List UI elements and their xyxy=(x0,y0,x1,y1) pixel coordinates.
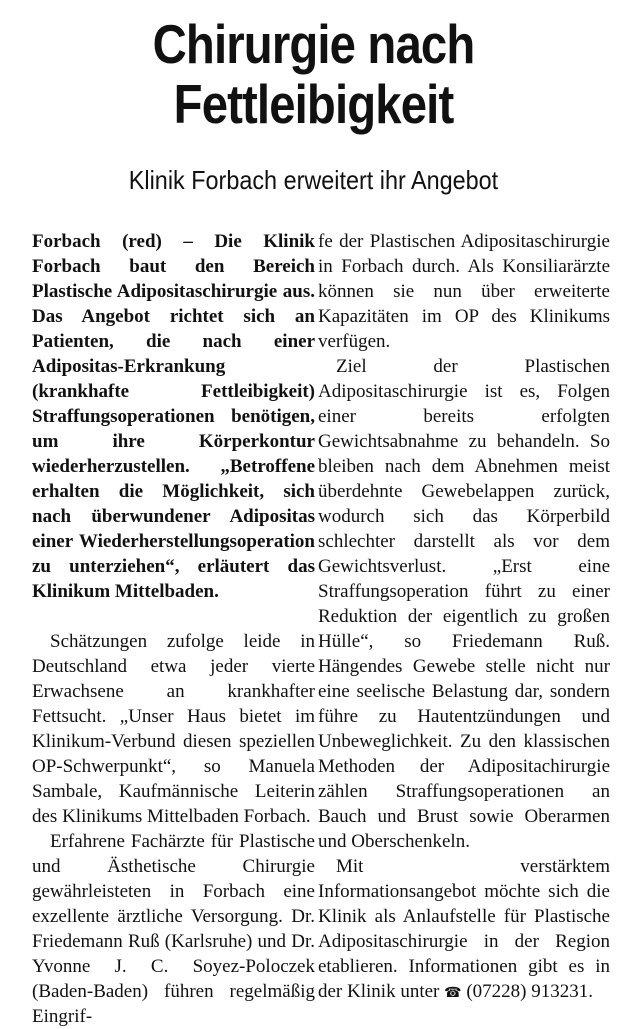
phone-number: (07228) 913231. xyxy=(466,981,593,1002)
phone-icon: ☎ xyxy=(444,986,462,1001)
paragraph-4-text: Mit verstärktem Informationsangebot möchte sich die Klinik als Anlaufstelle für Plastische Adipositaschirurgie in der Region etablieren. Informationen gibt es in der Klinik unter xyxy=(318,856,610,1002)
column-right xyxy=(318,229,610,1006)
paragraph-3: Ziel der Plastischen Adipositaschirurgie ist es, Folgen einer bereits erfolgten Gewichtsabnahme zu behandeln. So bleiben nach dem Abnehmen meist überdehnte Gewebelappen zurück, wodurch sich das Körperbild schlechter darstellt als vor dem Gewichtsverlust. „Erst eine Straffungsoperation führt zu einer Reduktion der eigentlich zu großen Hülle“, so Friedemann Ruß. Hängendes Gewebe stelle nicht nur eine seelische Belastung dar, sondern führe zu Hautentzündungen und Unbeweglichkeit. Zu den klassischen Methoden der Adipositachirurgie zählen Straffungsoperationen an Bauch und Brust sowie Oberarmen und Oberschenkeln. xyxy=(318,356,610,852)
paragraph-2-start: Erfahrene Fachärzte für Plastische und Ästhetische Chirurgie gewährleisteten in Forbach eine exzellente ärztliche Versorgung. Dr. Friedemann Ruß (Karlsruhe) und Dr. Yvonne J. C. Soyez-Poloczek (Baden-Baden) führen regelmäßig Eingrif- xyxy=(32,831,315,1027)
paragraph-2-end: fe der Plastischen Adipositaschirurgie in Forbach durch. Als Konsiliarärzte können sie nun über erweiterte Kapazitäten im OP des Klinikums verfügen. xyxy=(318,231,610,352)
headline-line-2: Fettleibigkeit xyxy=(173,73,454,135)
paragraph-4 xyxy=(318,854,610,1006)
column-left xyxy=(32,229,315,1029)
headline-line-1: Chirurgie nach xyxy=(152,13,475,75)
subheadline: Klinik Forbach erweitert ihr Angebot xyxy=(128,165,499,195)
headline xyxy=(44,14,583,134)
paragraph-1: Schätzungen zufolge leide in Deutschland etwa jeder vierte Erwachsene an krankhafter Fettsucht. „Unser Haus bietet im Klinikum-Verbund diesen speziellen OP-Schwerpunkt“, so Manuela Sambale, Kaufmännische Leiterin des Klinikums Mittelbaden Forbach. xyxy=(32,631,315,827)
lead-paragraph: Forbach (red) – Die Klinik Forbach baut den Bereich Plastische Adipositaschirurgie aus. Das Angebot richtet sich an Patienten, die nach einer Adipositas-Erkrankung (krankhafte Fettleibigkeit) Straffungsoperationen benötigen, um ihre Körperkontur wiederherzustellen. „Betroffene erhalten die Möglichkeit, sich nach überwundener Adipositas einer Wiederherstellungsoperation zu unterziehen“, erläutert das Klinikum Mittelbaden. xyxy=(32,231,315,602)
